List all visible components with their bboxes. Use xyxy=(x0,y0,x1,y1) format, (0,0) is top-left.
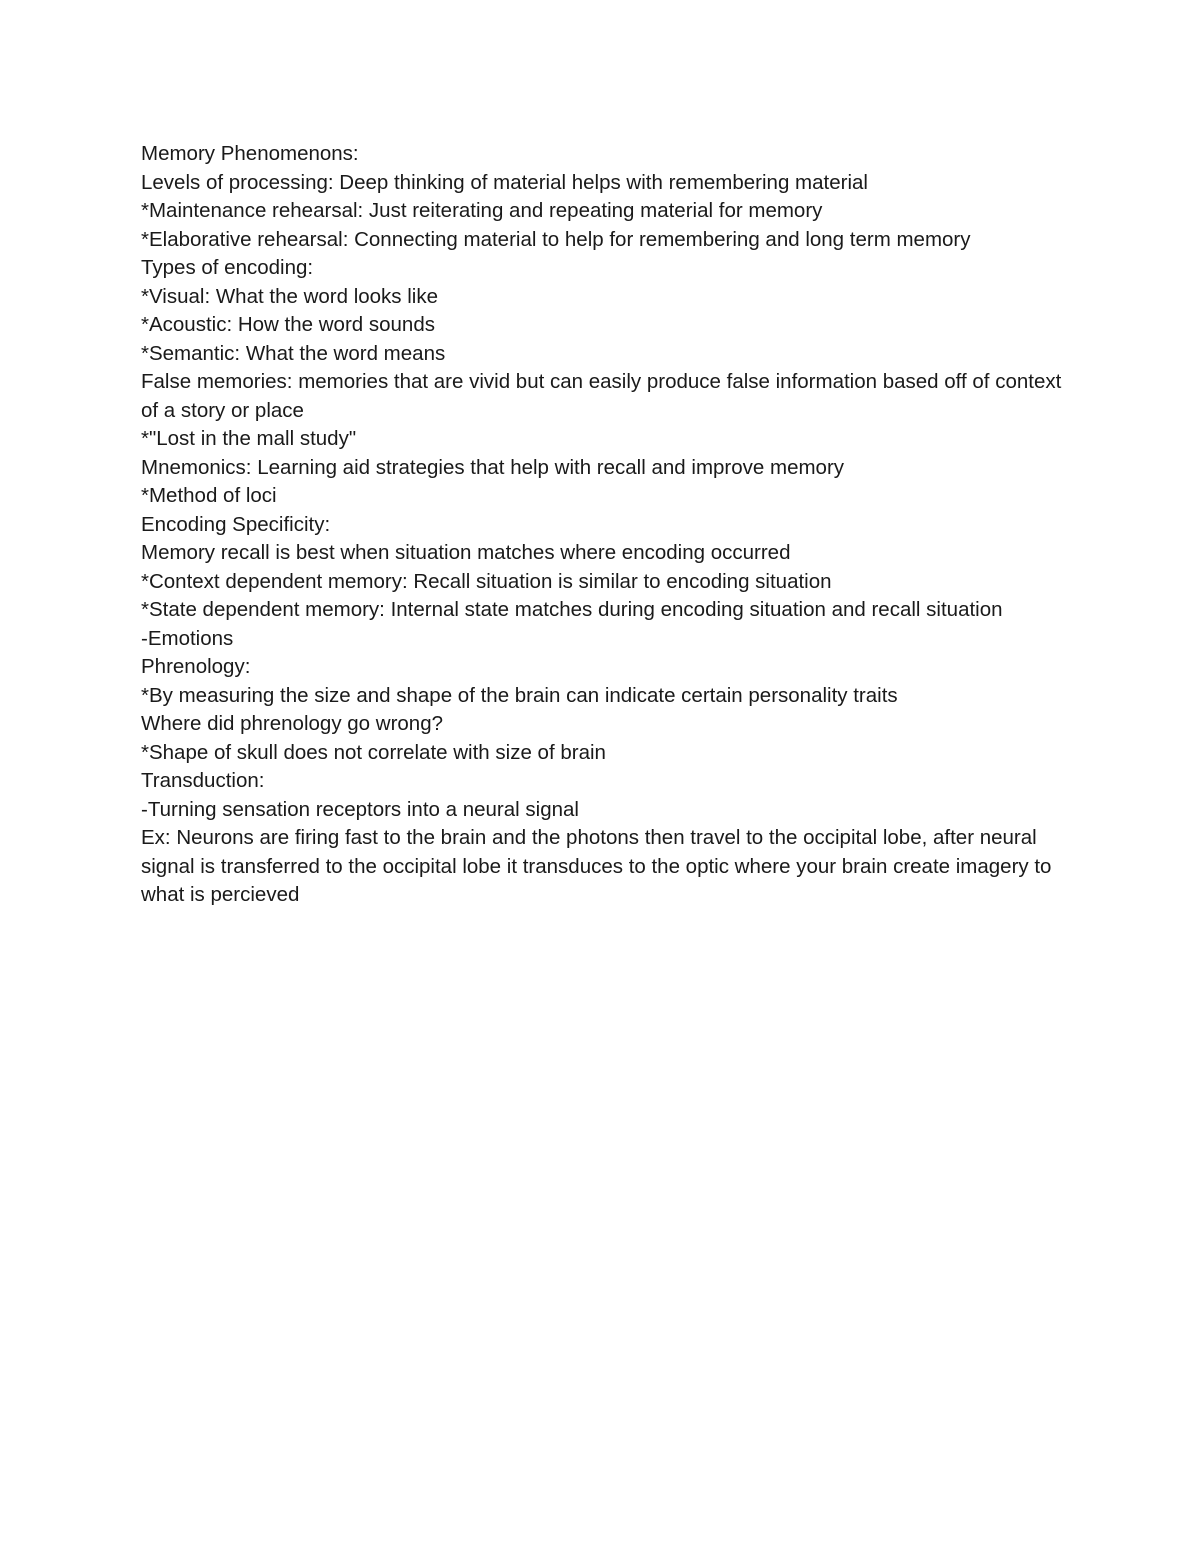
bullet-line: *Semantic: What the word means xyxy=(141,341,446,365)
heading-types-of-encoding: Types of encoding: xyxy=(141,256,314,279)
text-line: Ex: Neurons are firing fast to the brain and the photons then travel to the occipital lobe, after neural signal is transferred to the occipital lobe it transduces to the optic where your brain create imagery to what is percieved xyxy=(141,826,1052,906)
notes-body xyxy=(141,140,1071,910)
text-line: False memories: memories that are vivid but can easily produce false information based off of context of a story or place xyxy=(141,370,1062,422)
heading-encoding-specificity: Encoding Specificity: xyxy=(141,512,331,536)
bullet-line: *Elaborative rehearsal: Connecting material to help for remembering and long term memory xyxy=(141,227,971,251)
bullet-line: *"Lost in the mall study" xyxy=(141,427,357,450)
dash-line: -Emotions xyxy=(141,626,234,650)
bullet-line: *Context dependent memory: Recall situation is similar to encoding situation xyxy=(141,569,832,593)
bullet-line: *By measuring the size and shape of the brain can indicate certain personality traits xyxy=(141,683,898,707)
text-line: Mnemonics: Learning aid strategies that help with recall and improve memory xyxy=(141,455,845,479)
bullet-line: *State dependent memory: Internal state matches during encoding situation and recall situation xyxy=(141,598,1003,621)
bullet-line: *Maintenance rehearsal: Just reiterating and repeating material for memory xyxy=(141,199,823,222)
heading-transduction: Transduction: xyxy=(141,769,265,792)
heading-phrenology: Phrenology: xyxy=(141,655,251,678)
bullet-line: *Method of loci xyxy=(141,484,277,507)
bullet-line: *Shape of skull does not correlate with size of brain xyxy=(141,740,606,764)
text-line: Where did phrenology go wrong? xyxy=(141,712,443,735)
text-line: Memory recall is best when situation matches where encoding occurred xyxy=(141,541,791,564)
bullet-line: *Visual: What the word looks like xyxy=(141,284,439,308)
bullet-line: *Acoustic: How the word sounds xyxy=(141,313,435,336)
dash-line: -Turning sensation receptors into a neural signal xyxy=(141,797,579,821)
text-line: Levels of processing: Deep thinking of material helps with remembering material xyxy=(141,170,868,194)
heading-memory-phenomenons: Memory Phenomenons: xyxy=(141,142,359,165)
